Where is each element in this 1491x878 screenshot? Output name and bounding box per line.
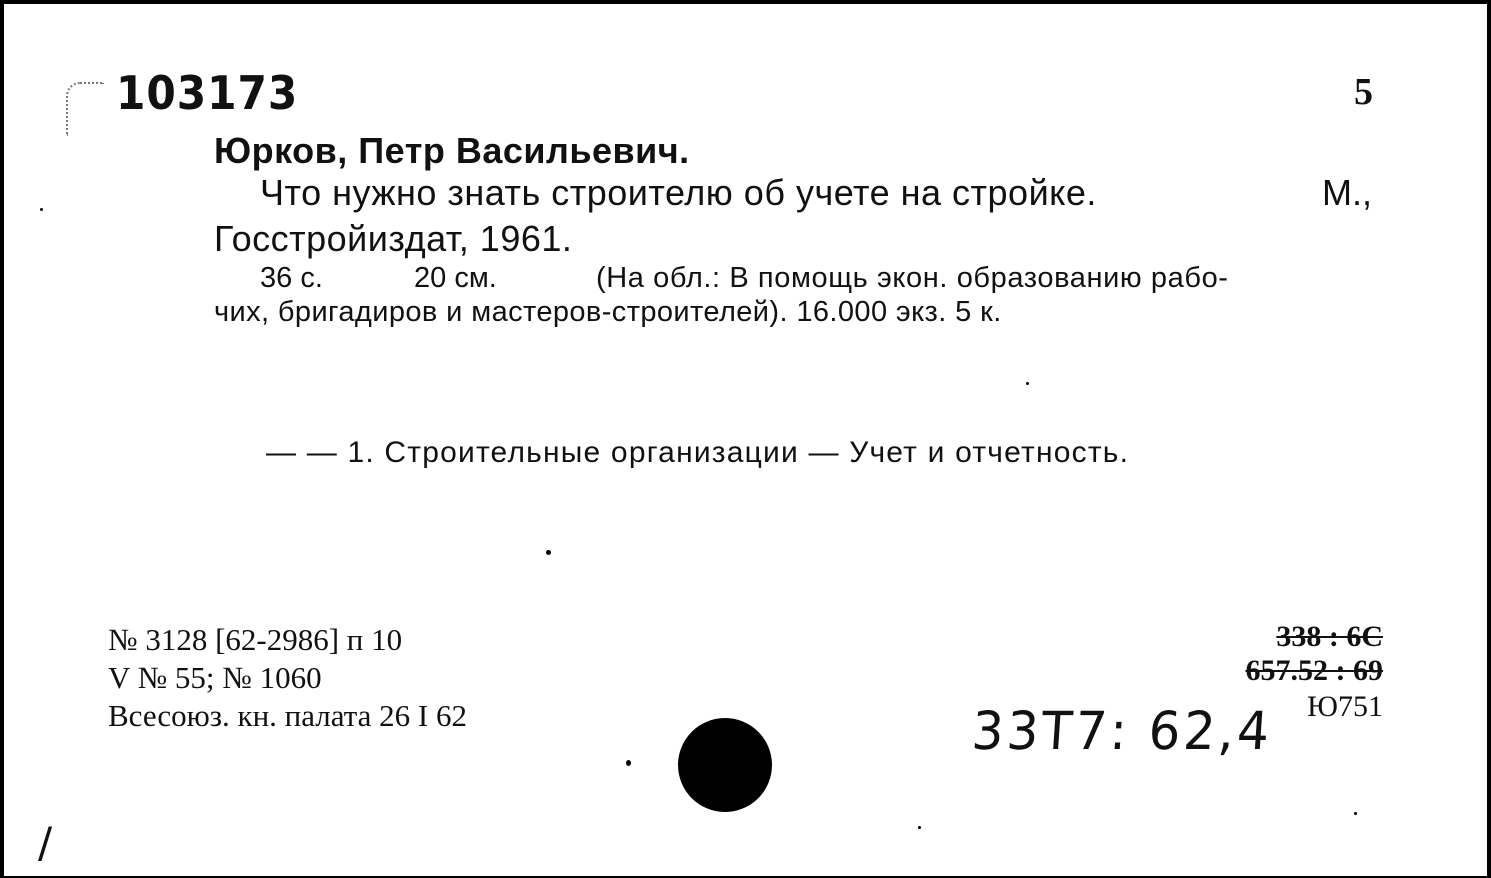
page-count: 36 с. <box>260 262 323 294</box>
title-line-1: Что нужно знать строителю об учете на стройке. <box>260 172 1097 213</box>
note-line-1: (На обл.: В помощь экон. образованию рабо- <box>596 262 1229 294</box>
stamp-mark <box>66 82 104 136</box>
note-line-2: чих, бригадиров и мастеров-строителей). 16.000 экз. 5 к. <box>214 296 1002 328</box>
class-code-struck-1: 338 : 6С <box>1276 620 1383 653</box>
speck <box>626 760 631 766</box>
book-size: 20 см. <box>414 262 497 294</box>
corner-mark: / <box>38 818 53 867</box>
speck <box>546 550 551 555</box>
handwritten-class-number: 33Т7: 62,4 <box>969 700 1275 762</box>
footer-left-line-2: V № 55; № 1060 <box>108 660 322 695</box>
publication-city: М., <box>1322 172 1372 213</box>
punch-hole <box>678 718 772 812</box>
speck <box>918 826 921 829</box>
class-code-3: Ю751 <box>1307 690 1383 723</box>
footer-left-line-3: Всесоюз. кн. палата 26 I 62 <box>108 698 467 733</box>
speck <box>40 208 43 211</box>
author-heading: Юрков, Петр Васильевич. <box>214 130 690 171</box>
accession-number: 103173 <box>116 66 299 120</box>
class-code-struck-2: 657.52 : 69 <box>1245 654 1383 687</box>
page-number: 5 <box>1354 71 1373 113</box>
speck <box>1354 812 1357 815</box>
speck <box>1026 382 1029 385</box>
footer-left-line-1: № 3128 [62-2986] п 10 <box>108 622 403 657</box>
title-line-2: Госстройиздат, 1961. <box>214 218 573 259</box>
subject-heading: — — 1. Строительные организации — Учет и отчетность. <box>266 436 1130 469</box>
